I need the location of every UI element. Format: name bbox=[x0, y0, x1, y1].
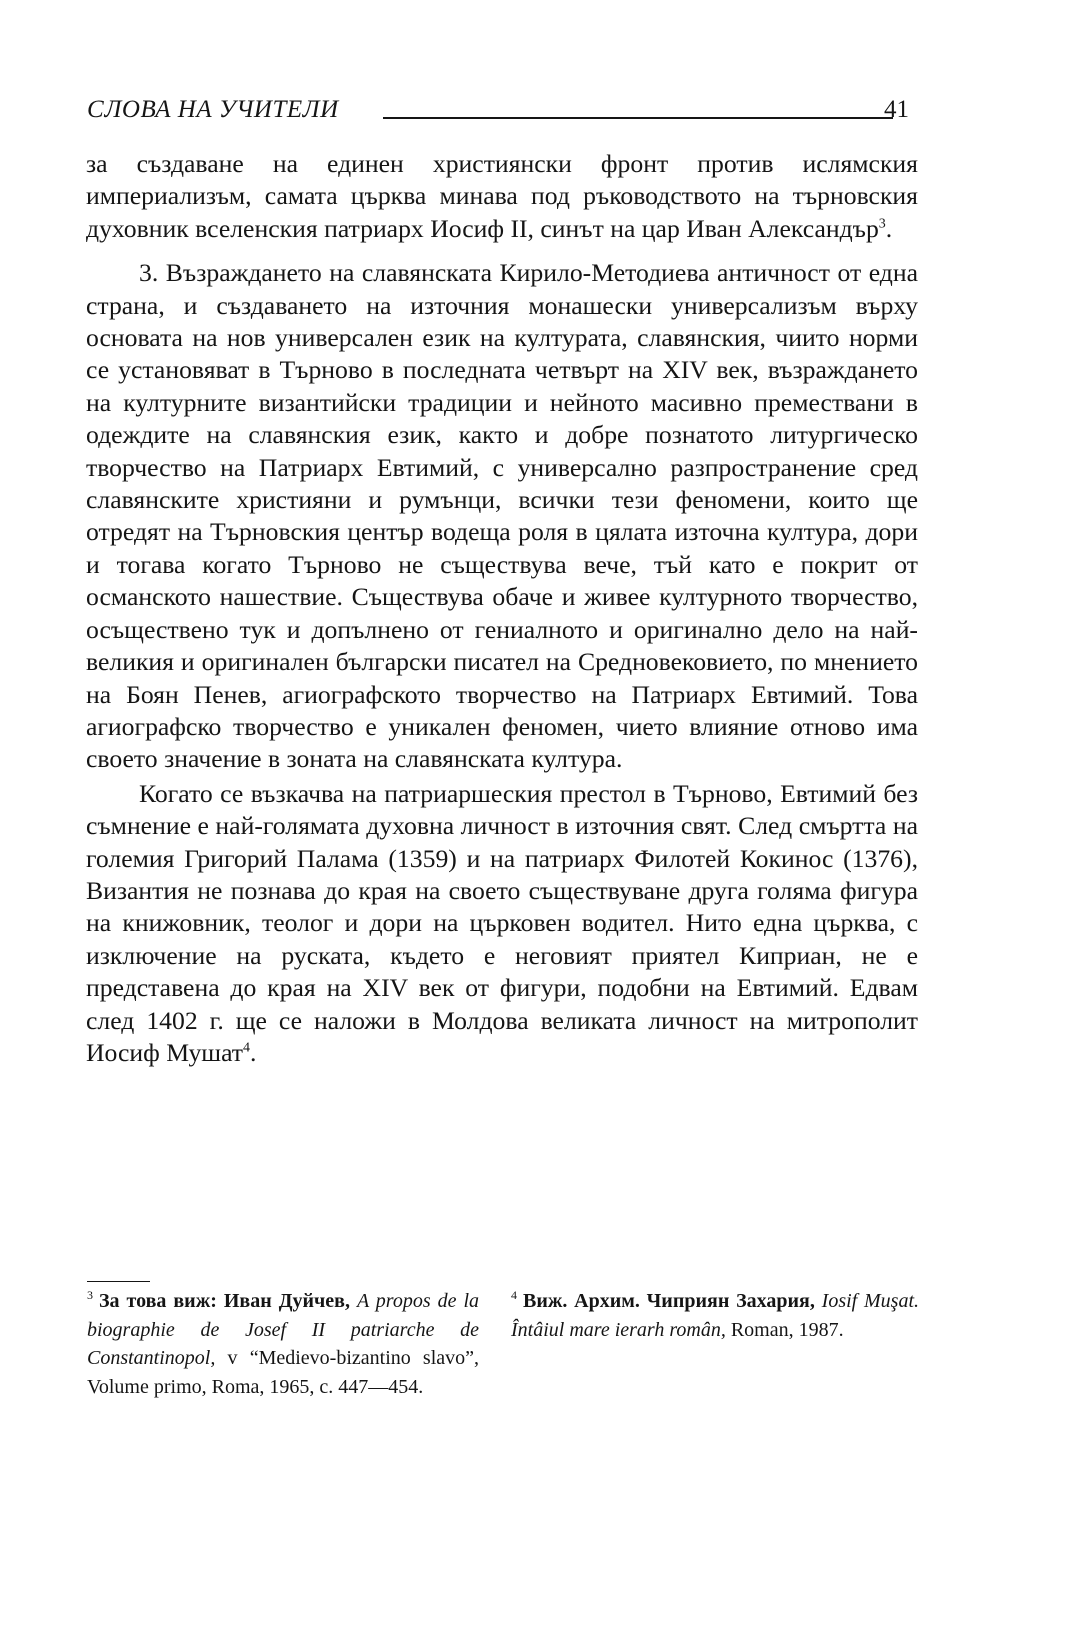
footnote-lead: За това виж: bbox=[99, 1290, 224, 1312]
paragraph-1 bbox=[86, 148, 918, 245]
footnote-lead: Виж. bbox=[523, 1290, 575, 1312]
paragraph-1-text: за създаване на единен християнски фронт против ислямския империализъм, самата църква минава под ръководството на търновския духовник вселенския патриарх Иосиф II, синът на цар Иван Александър bbox=[86, 149, 918, 243]
paragraph-3 bbox=[86, 778, 918, 1070]
footnote-details: Roman, 1987. bbox=[730, 1318, 844, 1341]
footnote-details: v “Medievo-bizantino slavo”, Volume primo, Roma, 1965, с. 447—454. bbox=[87, 1347, 480, 1398]
header-rule bbox=[383, 117, 893, 119]
running-header bbox=[87, 96, 913, 136]
paragraph-3-end: . bbox=[250, 1037, 257, 1067]
page-number: 41 bbox=[884, 96, 909, 123]
paragraph-1-end: . bbox=[885, 213, 893, 243]
footnote-title: A propos de la biographie de Josef II patriarche de Constantinopol, bbox=[87, 1290, 480, 1369]
footnote-marker: 4 bbox=[511, 1288, 517, 1303]
footnote-4 bbox=[511, 1287, 919, 1344]
footnote-title: Iosif Muşat. Întâiul mare ierarh român, bbox=[511, 1290, 920, 1341]
paragraph-3-text: Когато се възкачва на патриаршеския престол в Търново, Евтимий без съмнение е най-голямата духовна личност в източния свят. След смъртта на големия Григорий Палама (1359) и на патриарх Филотей Кокинос (1376), Византия не познава до края на своето съществуване друга голяма фигура на книжовник, теолог и дори на църковен водител. Нито една църква, с изключение на руската, където е неговият приятел Киприан, не е представена до края на XIV век от фигури, подобни на Евтимий. Едвам след 1402 г. ще се наложи в Молдова великата личност на митрополит Иосиф Мушат bbox=[86, 778, 918, 1067]
footnote-ref-3[interactable]: 3 bbox=[878, 216, 886, 232]
footnote-author: Архим. Чиприян Захария, bbox=[574, 1290, 815, 1312]
paragraph-2: 3. Възраждането на славянската Кирило-Методиева античност от една страна, и създаването на източния монашески универсализъм върху основата на нов универсален език на културата, славянския, чиито норми се установяват в Търново в последната четвърт на XIV век, възраждането на културните византийски традиции и нейното масивно премествани в одеждите на славянския език, както и добре познатото литургическо творчество на Патриарх Евтимий, с универсално разпространение сред славянските християни и румънци, всички тези феномени, които ще отредят на Търновския център водеща роля в цялата източна култура, дори и тогава когато Търново не съществува вече, тъй като е покрит от османското нашествие. Съществува обаче и живее културното творчество, осъществено тук и допълнено от гениалното и оригинално дело на най-великия и оригинален български писател на Средновековието, по мнението на Боян Пенев, агиографското творчество на Патриарх Евтимий. Това агиографско творчество е уникален феномен, чието влияние отново има своето значение в зоната на славянската култура. bbox=[86, 258, 918, 774]
footnote-author: Иван Дуйчев, bbox=[223, 1290, 350, 1312]
footnote-marker: 3 bbox=[87, 1288, 93, 1303]
footnotes bbox=[87, 1287, 919, 1447]
running-title: СЛОВА НА УЧИТЕЛИ bbox=[87, 96, 339, 123]
footnote-3 bbox=[87, 1287, 479, 1401]
footnote-ref-4[interactable]: 4 bbox=[243, 1040, 251, 1056]
footnote-rule bbox=[87, 1281, 150, 1282]
main-text bbox=[86, 148, 918, 1069]
